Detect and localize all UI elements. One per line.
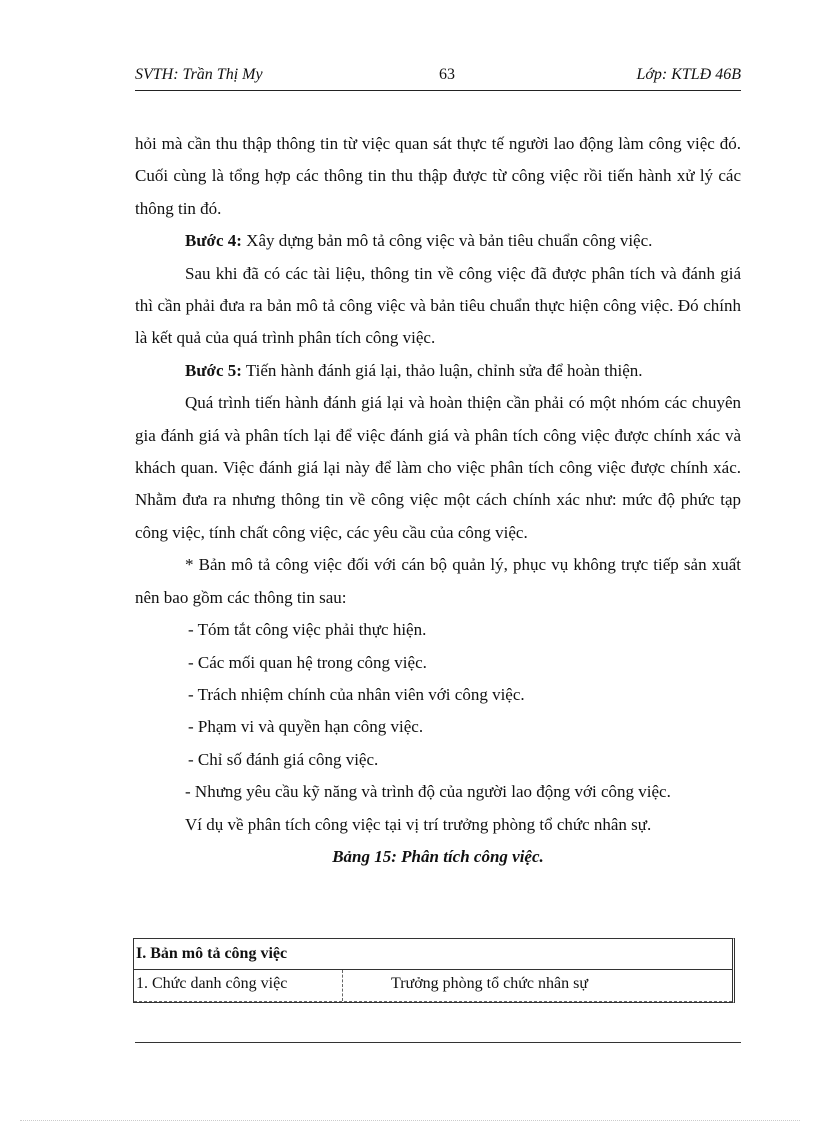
page-header xyxy=(135,64,741,91)
paragraph-1: hỏi mà cần thu thập thông tin từ việc quan sát thực tế người lao động làm công việc đó. Cuối cùng là tổng hợp các thông tin thu thập được từ công việc rồi tiến hành xử lý các thông tin đó. xyxy=(135,134,741,218)
paragraph-4: * Bản mô tả công việc đối với cán bộ quản lý, phục vụ không trực tiếp sản xuất nên bao gồm các thông tin sau: xyxy=(135,555,741,607)
paragraph-5: Ví dụ về phân tích công việc tại vị trí trưởng phòng tổ chức nhân sự. xyxy=(185,814,652,834)
list-item: - Phạm vi và quyền hạn công việc. xyxy=(188,717,424,737)
list-item: - Các mối quan hệ trong công việc. xyxy=(188,652,427,672)
list-item: - Tóm tắt công việc phải thực hiện. xyxy=(188,620,427,640)
footer-rule xyxy=(135,1042,741,1043)
list-item: - Chỉ số đánh giá công việc. xyxy=(188,749,379,769)
table-row xyxy=(134,970,732,1002)
document-body xyxy=(135,128,741,873)
step-5-label: Bước 5: xyxy=(185,360,242,380)
step-4-text: Xây dựng bản mô tả công việc và bản tiêu chuẩn công việc. xyxy=(241,231,653,251)
page-bottom-edge xyxy=(20,1120,800,1121)
table-cell-label: 1. Chức danh công việc xyxy=(134,970,343,1001)
step-4-label: Bước 4: xyxy=(185,231,242,251)
header-page-number: 63 xyxy=(439,66,455,83)
header-class: Lớp: KTLĐ 46B xyxy=(636,66,741,83)
table-section-header: I. Bản mô tả công việc xyxy=(134,939,732,970)
list-item: - Trách nhiệm chính của nhân viên với công việc. xyxy=(188,684,525,704)
header-author: SVTH: Trần Thị My xyxy=(135,66,263,83)
list-item: - Nhưng yêu cầu kỹ năng và trình độ của người lao động với công việc. xyxy=(185,782,671,802)
step-5-text: Tiến hành đánh giá lại, thảo luận, chỉnh sửa để hoàn thiện. xyxy=(241,360,643,380)
job-analysis-table xyxy=(133,938,735,1003)
table-cell-value: Trưởng phòng tổ chức nhân sự xyxy=(391,975,588,992)
paragraph-2: Sau khi đã có các tài liệu, thông tin về công việc đã được phân tích và đánh giá thì cần phải đưa ra bản mô tả công việc và bản tiêu chuẩn thực hiện công việc. Đó chính là kết quả của quá trình phân tích công việc. xyxy=(135,263,741,348)
step-4 xyxy=(135,225,741,257)
paragraph-3: Quá trình tiến hành đánh giá lại và hoàn thiện cần phải có một nhóm các chuyên gia đánh giá và phân tích lại để việc đánh giá và phân tích công việc được chính xác và khách quan. Việc đánh giá lại này để làm cho việc phân tích công việc được chính xác. Nhằm đưa ra nhưng thông tin về công việc một cách chính xác như: mức độ phức tạp công việc, tính chất công việc, các yêu cầu của công việc. xyxy=(135,393,741,542)
table-caption: Bảng 15: Phân tích công việc. xyxy=(332,846,544,866)
step-5 xyxy=(135,355,741,387)
